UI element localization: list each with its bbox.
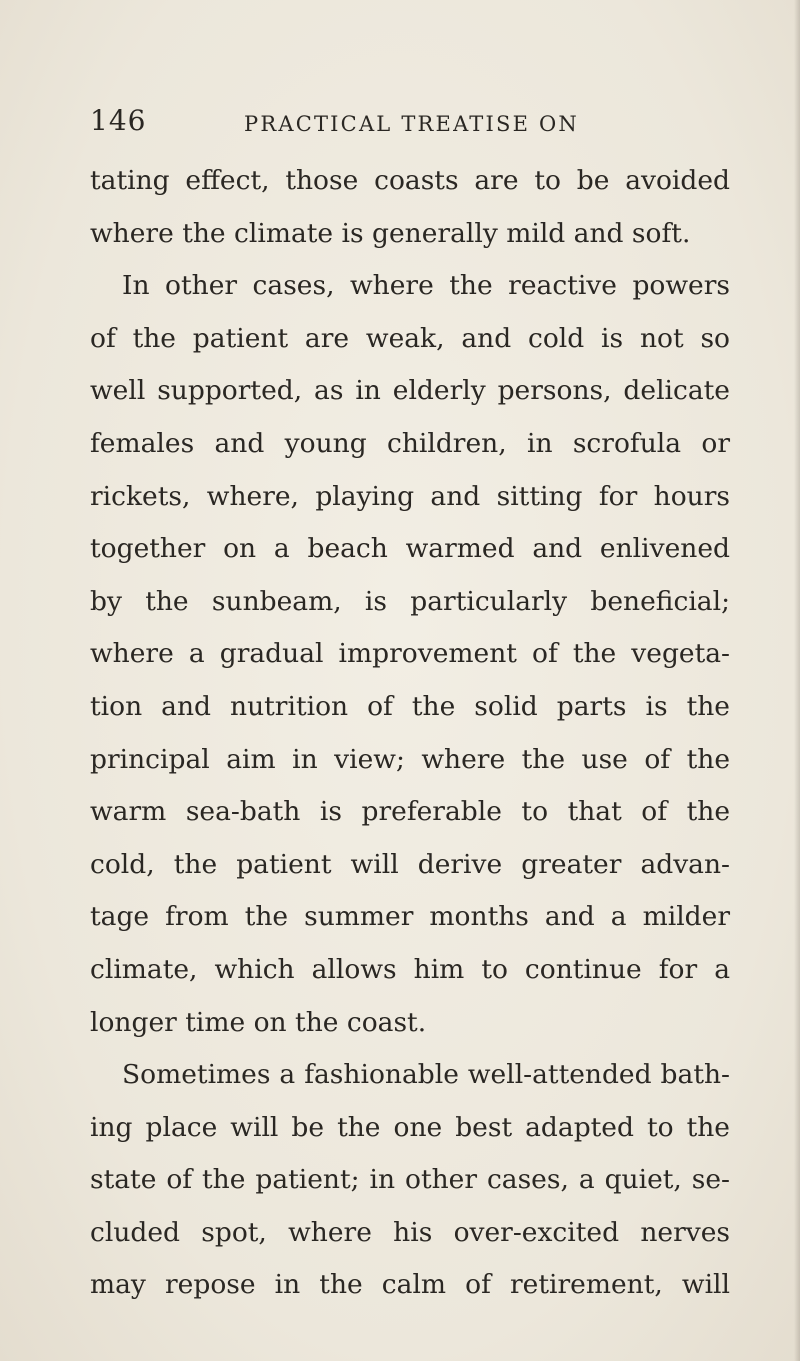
page-header xyxy=(0,104,800,144)
paragraph-start-line: In other cases, where the reactive powers xyxy=(122,270,730,302)
text-line: may repose in the calm of retirement, will xyxy=(90,1269,730,1301)
text-line: state of the patient; in other cases, a quiet, se- xyxy=(90,1164,730,1196)
body-text xyxy=(90,155,730,1312)
text-line: climate, which allows him to continue for a xyxy=(90,953,730,985)
text-line: females and young children, in scrofula or xyxy=(90,427,730,459)
text-line: ing place will be the one best adapted to the xyxy=(90,1111,730,1143)
page-number: 146 xyxy=(90,104,147,137)
text-line: longer time on the coast. xyxy=(90,1006,427,1038)
text-line: by the sunbeam, is particularly beneficial; xyxy=(90,585,730,617)
text-line: of the patient are weak, and cold is not so xyxy=(90,322,730,354)
text-line: cold, the patient will derive greater advan- xyxy=(90,848,730,880)
running-head: PRACTICAL TREATISE ON xyxy=(244,112,579,136)
text-line: cluded spot, where his over-excited nerves xyxy=(90,1216,730,1248)
text-line: together on a beach warmed and enlivened xyxy=(90,533,730,565)
text-line: tage from the summer months and a milder xyxy=(90,901,730,933)
text-line: tating effect, those coasts are to be avoided xyxy=(90,165,730,196)
text-line: principal aim in view; where the use of the xyxy=(90,743,730,775)
text-line: tion and nutrition of the solid parts is the xyxy=(90,690,730,722)
text-line: warm sea-bath is preferable to that of the xyxy=(90,796,730,828)
text-line: where the climate is generally mild and soft. xyxy=(90,217,691,249)
paragraph-start-line: Sometimes a fashionable well-attended bath- xyxy=(122,1059,730,1091)
text-line: well supported, as in elderly persons, delicate xyxy=(90,375,730,407)
text-line: where a gradual improvement of the vegeta- xyxy=(90,638,730,670)
text-line: rickets, where, playing and sitting for hours xyxy=(90,480,730,512)
